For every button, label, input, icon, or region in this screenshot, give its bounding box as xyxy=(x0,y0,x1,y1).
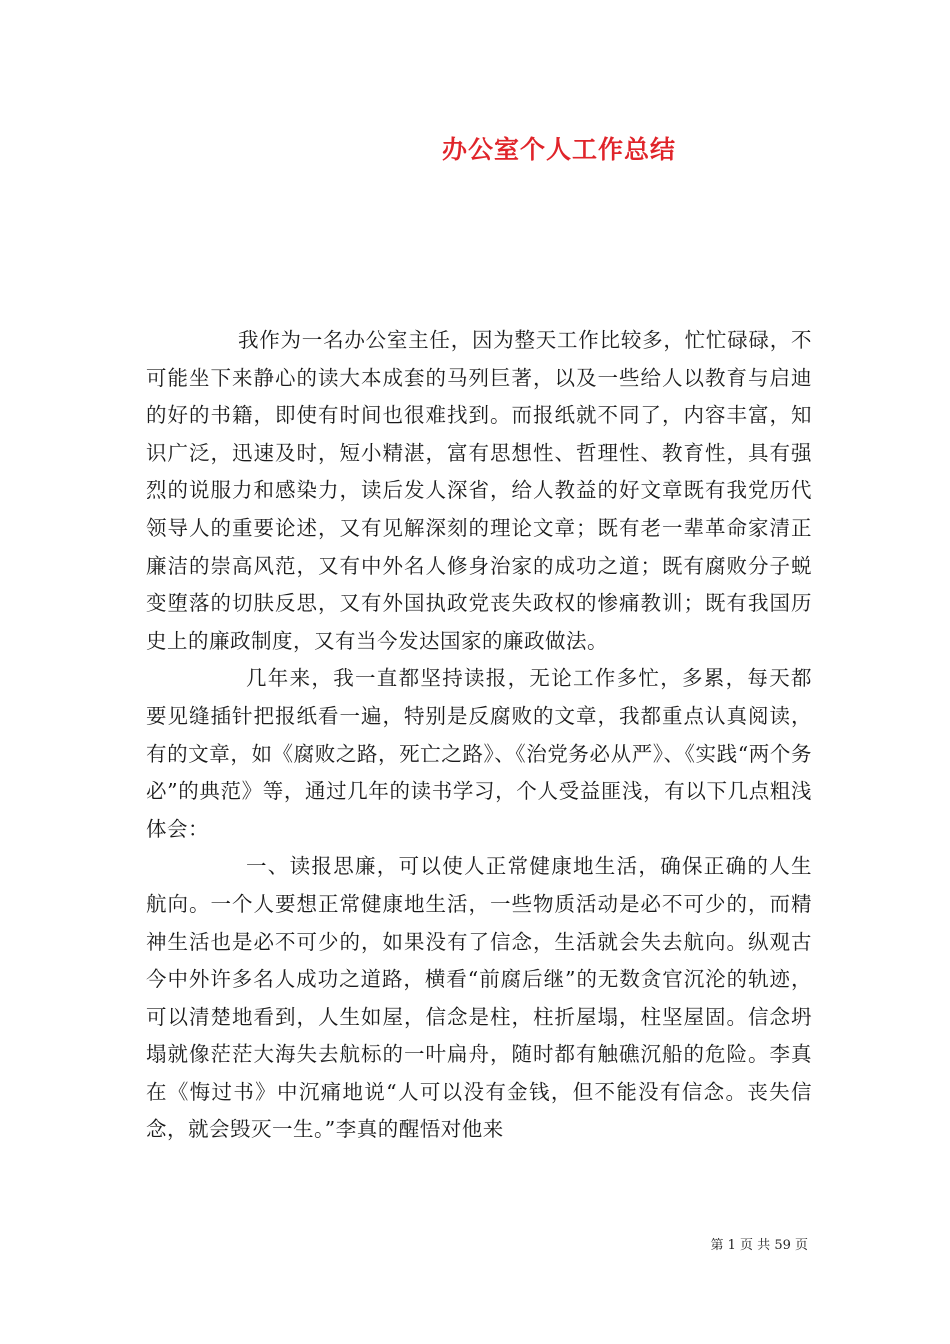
document-title: 办公室个人工作总结 xyxy=(441,135,676,164)
paragraph-2: 几年来，我一直都坚持读报，无论工作多忙，多累，每天都要见缝插针把报纸看一遍，特别是反腐败的文章，我都重点认真阅读，有的文章，如《腐败之路，死亡之路》、《治党务必从严》、《实践“两个务必”的典范》等，通过几年的读书学习，个人受益匪浅，有以下几点粗浅体会： xyxy=(146,666,812,841)
page-number-footer: 第 1 页 共 59 页 xyxy=(710,1238,808,1253)
paragraph-1: 我作为一名办公室主任，因为整天工作比较多，忙忙碌碌，不可能坐下来静心的读大本成套的马列巨著，以及一些给人以教育与启迪的好的书籍，即使有时间也很难找到。而报纸就不同了，内容丰富，知识广泛，迅速及时，短小精湛，富有思想性、哲理性、教育性，具有强烈的说服力和感染力，读后发人深省，给人教益的好文章既有我党历代领导人的重要论述，又有见解深刻的理论文章；既有老一辈革命家清正廉洁的崇高风范，又有中外名人修身治家的成功之道；既有腐败分子蜕变堕落的切肤反思，又有外国执政党丧失政权的惨痛教训；既有我国历史上的廉政制度，又有当今发达国家的廉政做法。 xyxy=(146,328,812,653)
document-body xyxy=(146,322,812,1149)
paragraph-3: 一、读报思廉，可以使人正常健康地生活，确保正确的人生航向。一个人要想正常健康地生活，一些物质活动是必不可少的，而精神生活也是必不可少的，如果没有了信念，生活就会失去航向。纵观古今中外许多名人成功之道路，横看“前腐后继”的无数贪官沉沦的轨迹，可以清楚地看到，人生如屋，信念是柱，柱折屋塌，柱坚屋固。信念坍塌就像茫茫大海失去航标的一叶扁舟，随时都有触礁沉船的危险。李真在《悔过书》中沉痛地说“人可以没有金钱，但不能没有信念。丧失信念，就会毁灭一生。”李真的醒悟对他来 xyxy=(146,854,812,1142)
